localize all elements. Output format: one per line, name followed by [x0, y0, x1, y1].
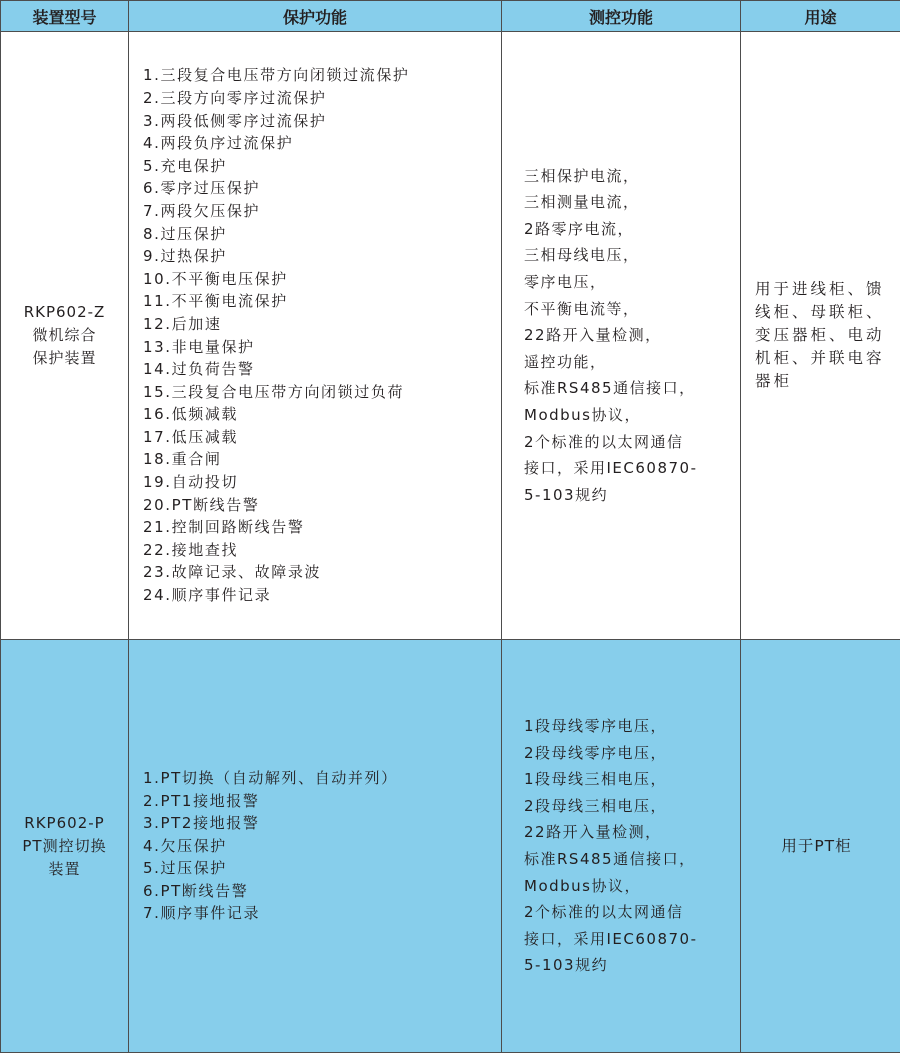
list-item: 2个标准的以太网通信 — [524, 903, 684, 922]
model-name-line: PT测控切换 — [22, 836, 107, 855]
measurement-list — [524, 713, 730, 979]
list-item: 5-103规约 — [524, 485, 609, 504]
list-item: Modbus协议， — [524, 876, 641, 895]
table-row — [1, 640, 900, 1053]
list-item: 三相保护电流， — [524, 166, 640, 185]
list-item: 4.欠压保护 — [143, 836, 227, 855]
list-item: 14.过负荷告警 — [143, 360, 255, 379]
list-item: 2.PT1接地报警 — [143, 791, 260, 810]
protection-list — [143, 64, 501, 606]
list-item: 标准RS485通信接口， — [524, 850, 696, 868]
usage-line: 用于进线柜、馈 — [755, 280, 885, 298]
list-item: 不平衡电流等， — [524, 299, 640, 318]
list-item: 接口，采用IEC60870- — [524, 929, 698, 948]
list-item: 10.不平衡电压保护 — [143, 269, 288, 288]
list-item: 21.控制回路断线告警 — [143, 518, 305, 537]
list-item: 15.三段复合电压带方向闭锁过负荷 — [143, 382, 405, 401]
list-item: 13.非电量保护 — [143, 337, 255, 356]
list-item: 16.低频减载 — [143, 405, 239, 424]
list-item: 18.重合闸 — [143, 450, 222, 469]
list-item: 1段母线零序电压， — [524, 717, 668, 736]
list-item: 4.两段负序过流保护 — [143, 134, 294, 153]
list-item: 接口，采用IEC60870- — [524, 459, 698, 478]
list-item: 7.两段欠压保护 — [143, 201, 261, 220]
measurement-list — [524, 163, 730, 509]
model-code: RKP602-P — [24, 813, 105, 832]
list-item: 标准RS485通信接口， — [524, 379, 696, 398]
header-row — [1, 1, 900, 32]
list-item: 2个标准的以太网通信 — [524, 432, 684, 451]
table-row — [1, 32, 900, 640]
list-item: 8.过压保护 — [143, 224, 227, 243]
protection-cell — [129, 640, 502, 1053]
list-item: 5.过压保护 — [143, 859, 227, 878]
list-item: 22路开入量检测， — [524, 823, 662, 842]
measurement-cell — [502, 32, 741, 640]
model-cell — [1, 32, 129, 640]
list-item: 3.PT2接地报警 — [143, 814, 260, 833]
list-item: 零序电压， — [524, 273, 607, 292]
list-item: 19.自动投切 — [143, 473, 239, 492]
list-item: 1.三段复合电压带方向闭锁过流保护 — [143, 66, 410, 85]
list-item: 7.顺序事件记录 — [143, 904, 261, 923]
model-name-line: 保护装置 — [32, 349, 97, 367]
model-name-line: 微机综合 — [32, 326, 97, 344]
usage-cell — [741, 32, 900, 640]
list-item: 24.顺序事件记录 — [143, 586, 272, 605]
list-item: 2段母线三相电压， — [524, 796, 668, 815]
list-item: 6.PT断线告警 — [143, 881, 249, 900]
header-model: 装置型号 — [1, 1, 129, 32]
header-measurement: 测控功能 — [502, 1, 741, 32]
list-item: 23.故障记录、故障录波 — [143, 563, 322, 582]
list-item: 11.不平衡电流保护 — [143, 292, 288, 311]
usage-line: 用于PT柜 — [781, 836, 852, 855]
protection-cell — [129, 32, 502, 640]
list-item: 3.两段低侧零序过流保护 — [143, 111, 327, 130]
list-item: 6.零序过压保护 — [143, 179, 261, 198]
usage-line: 器柜 — [755, 372, 793, 390]
list-item: 1段母线三相电压， — [524, 770, 668, 789]
header-usage: 用途 — [741, 1, 900, 32]
list-item: 三相母线电压， — [524, 246, 640, 265]
measurement-cell — [502, 640, 741, 1053]
list-item: 5-103规约 — [524, 956, 609, 975]
usage-cell — [741, 640, 900, 1053]
list-item: 5.充电保护 — [143, 156, 227, 175]
list-item: 遥控功能， — [524, 352, 607, 371]
list-item: 9.过热保护 — [143, 247, 227, 266]
list-item: 20.PT断线告警 — [143, 495, 260, 514]
list-item: 1.PT切换（自动解列、自动并列） — [143, 768, 398, 787]
header-protection: 保护功能 — [129, 1, 502, 32]
list-item: 22路开入量检测， — [524, 326, 662, 345]
list-item: 22.接地查找 — [143, 540, 239, 559]
usage-line: 变压器柜、电动 — [755, 326, 885, 344]
protection-list — [143, 767, 501, 925]
list-item: 17.低压减载 — [143, 427, 239, 446]
list-item: 12.后加速 — [143, 314, 222, 333]
list-item: 2路零序电流， — [524, 219, 635, 238]
usage-line: 机柜、并联电容 — [755, 349, 885, 367]
usage-line: 线柜、母联柜、 — [755, 303, 885, 321]
list-item: 2.三段方向零序过流保护 — [143, 88, 327, 107]
model-cell — [1, 640, 129, 1053]
list-item: Modbus协议， — [524, 405, 641, 424]
model-name-line: 装置 — [48, 859, 81, 878]
list-item: 三相测量电流， — [524, 193, 640, 212]
model-code: RKP602-Z — [23, 303, 106, 321]
list-item: 2段母线零序电压， — [524, 743, 668, 762]
